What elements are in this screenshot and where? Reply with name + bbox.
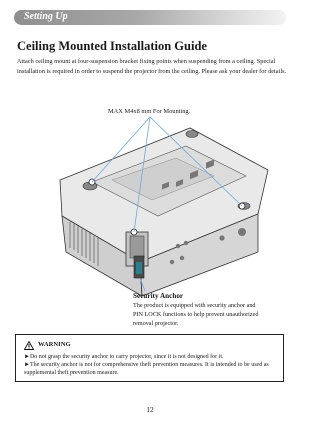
- security-anchor-description: The product is equipped with security anchor and PIN LOCK functions to help prevent unauthorized removal projector.: [133, 302, 259, 327]
- security-anchor-title: Security Anchor: [133, 292, 184, 300]
- warning-box: [15, 334, 284, 382]
- arrow-bullet-icon: ►: [24, 354, 30, 360]
- section-header-label: Setting Up: [24, 11, 68, 22]
- security-anchor: [134, 256, 144, 278]
- page-title: Ceiling Mounted Installation Guide: [17, 39, 207, 53]
- warning-item: [24, 361, 276, 377]
- warning-triangle-icon: [24, 341, 34, 350]
- warning-heading-label: WARNING: [38, 341, 71, 348]
- mount-screw-label: MAX M4x8 mm For Mounting.: [108, 108, 191, 115]
- warning-item-text: Do not grasp the security anchor to carry projector, since it is not designed for it.: [29, 354, 224, 360]
- page-number: 12: [146, 405, 154, 414]
- intro-paragraph: Attach ceiling mount at four-suspension bracket fixing points when suspending from a ceiling. Special installation is required in order to suspend the projector from the ceiling. Please ask your dealer for details.: [17, 58, 287, 75]
- warning-item: [24, 353, 276, 361]
- warning-item-text: The security anchor is not for comprehensive theft prevention measures. It is intended to be used as supplemental theft prevention measure.: [24, 362, 269, 377]
- arrow-bullet-icon: ►: [24, 362, 30, 368]
